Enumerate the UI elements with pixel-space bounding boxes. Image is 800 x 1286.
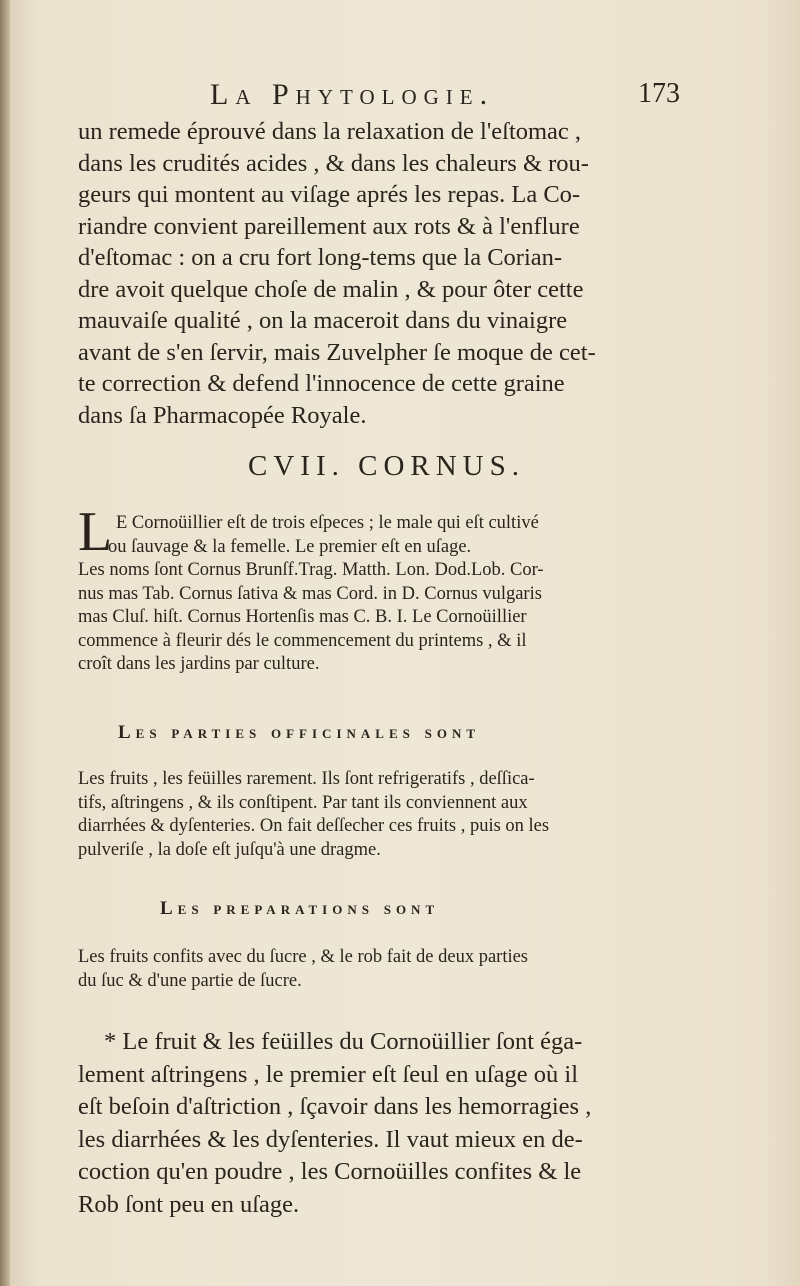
- section-title: CVII. CORNUS.: [248, 450, 525, 482]
- paragraph-coriandre: [78, 116, 596, 431]
- running-head: [210, 78, 680, 118]
- page-number: 173: [638, 78, 680, 109]
- text-line: nus mas Tab. Cornus ſativa & mas Cord. in D. Cornus vulgaris: [78, 583, 542, 604]
- text-line: lement aſtringens , le premier eſt ſeul en uſage où il: [78, 1060, 579, 1088]
- text-line: dans ſa Pharmacopée Royale.: [78, 401, 367, 429]
- paragraph-cornus: [78, 512, 544, 677]
- paragraph-parties: [78, 768, 549, 862]
- text-line: eſt beſoin d'aſtriction , ſçavoir dans les hemorragies ,: [78, 1093, 592, 1120]
- text-line: pulveriſe , la doſe eſt juſqu'à une dragme.: [78, 839, 381, 860]
- text-line: * Le fruit & les feüilles du Cornoüillier ſont éga-: [104, 1028, 583, 1055]
- paragraph-preparations: [78, 946, 528, 993]
- text-line: Les fruits , les feüilles rarement. Ils ſont refrigeratifs , deſſica-: [78, 769, 535, 789]
- text-line: les diarrhées & les dyſenteries. Il vaut mieux en de-: [78, 1125, 583, 1153]
- text-line: ou ſauvage & la femelle. Le premier eſt en uſage.: [108, 536, 472, 557]
- text-line: Rob ſont peu en uſage.: [78, 1190, 300, 1218]
- text-line: diarrhées & dyſenteries. On fait deſſecher ces fruits , puis on les: [78, 816, 550, 836]
- page-gutter-shadow: [0, 0, 10, 1286]
- text-line: E Cornoüillier eſt de trois eſpeces ; le male qui eſt cultivé: [116, 513, 539, 533]
- text-line: dre avoit quelque choſe de malin , & pour ôter cette: [78, 275, 584, 303]
- text-line: avant de s'en ſervir, mais Zuvelpher ſe moque de cet-: [78, 338, 596, 366]
- text-line: d'eſtomac : on a cru fort long-tems que la Corian-: [78, 244, 563, 271]
- subhead-preparations: Les preparations sont: [160, 898, 440, 919]
- text-line: Les noms ſont Cornus Brunſf.Trag. Matth. Lon. Dod.Lob. Cor-: [78, 560, 544, 580]
- text-line: te correction & defend l'innocence de cette graine: [78, 370, 565, 397]
- text-line: geurs qui montent au viſage aprés les repas. La Co-: [78, 181, 581, 208]
- running-title: La Phytologie.: [210, 78, 495, 111]
- text-line: du ſuc & d'une partie de ſucre.: [78, 970, 302, 991]
- drop-cap: L: [78, 501, 113, 563]
- paragraph-note: [78, 1026, 591, 1221]
- text-line: riandre convient pareillement aux rots & à l'enflure: [78, 212, 580, 240]
- text-line: un remede éprouvé dans la relaxation de l'eſtomac ,: [78, 118, 582, 145]
- text-line: coction qu'en poudre , les Cornoüilles confites & le: [78, 1158, 582, 1185]
- text-line: mas Cluſ. hiſt. Cornus Hortenſis mas C. B. I. Le Cornoüillier: [78, 607, 527, 627]
- text-line: croît dans les jardins par culture.: [78, 654, 320, 674]
- text-line: Les fruits confits avec du ſucre , & le rob fait de deux parties: [78, 947, 529, 967]
- text-line: commence à fleurir dés le commencement du printems , & il: [78, 630, 527, 651]
- text-line: dans les crudités acides , & dans les chaleurs & rou-: [78, 149, 589, 177]
- text-line: tifs, aſtringens , & ils conſtipent. Par tant ils conviennent aux: [78, 792, 528, 813]
- text-line: mauvaiſe qualité , on la maceroit dans du vinaigre: [78, 307, 568, 334]
- subhead-parties-officinales: Les parties officinales sont: [118, 722, 480, 743]
